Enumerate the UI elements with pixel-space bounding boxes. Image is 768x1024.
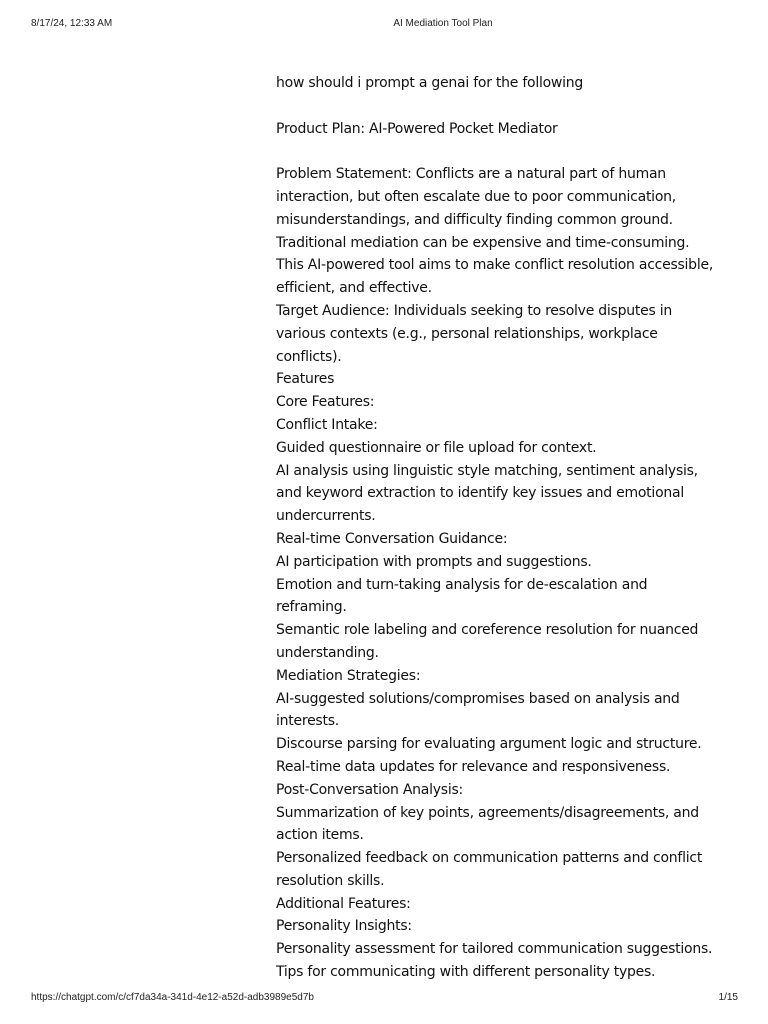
message-line: Personality Insights:	[276, 918, 412, 935]
message-line: Target Audience: Individuals seeking to resolve disputes in various contexts (e.g., personal relationships, workplace conflicts).	[276, 302, 672, 365]
message-line: Real-time data updates for relevance and responsiveness.	[276, 758, 671, 775]
user-message	[276, 72, 716, 984]
message-line: Conflict Intake:	[276, 416, 378, 433]
message-line: Semantic role labeling and coreference resolution for nuanced understanding.	[276, 622, 699, 661]
message-line: Emotion and turn-taking analysis for de-escalation and reframing.	[276, 576, 648, 616]
message-line: Mediation Strategies:	[276, 667, 421, 684]
message-line: Features	[276, 371, 335, 388]
document-title: AI Mediation Tool Plan	[393, 18, 493, 29]
print-header	[0, 18, 768, 34]
message-line: Guided questionnaire or file upload for context.	[276, 439, 597, 456]
message-line: AI analysis using linguistic style matching, sentiment analysis, and keyword extraction to identify key issues and emotional undercurrents.	[276, 462, 698, 525]
message-line: Post-Conversation Analysis:	[276, 781, 464, 798]
paragraph-gap	[276, 140, 716, 163]
message-line: Problem Statement: Conflicts are a natural part of human interaction, but often escalate due to poor communication, misunderstandings, and difficulty finding common ground. Traditional mediation can be expensive and time-consuming. This AI-powered tool aims to make conflict resolution accessible, efficient, and effective.	[276, 166, 714, 297]
message-line: Personalized feedback on communication patterns and conflict resolution skills.	[276, 850, 703, 889]
message-line: AI participation with prompts and suggestions.	[276, 553, 592, 570]
message-line: Tips for communicating with different personality types.	[276, 964, 656, 981]
paragraph-gap	[276, 95, 716, 118]
message-line: Summarization of key points, agreements/disagreements, and action items.	[276, 804, 699, 844]
message-question: how should i prompt a genai for the following	[276, 75, 584, 91]
print-datetime: 8/17/24, 12:33 AM	[31, 18, 113, 29]
page-url: https://chatgpt.com/c/cf7da34a-341d-4e12-a52d-adb3989e5d7b	[31, 992, 314, 1003]
message-line: Core Features:	[276, 394, 375, 411]
plan-title: Product Plan: AI-Powered Pocket Mediator	[276, 120, 558, 137]
message-line: AI-suggested solutions/compromises based on analysis and interests.	[276, 690, 680, 730]
print-footer	[0, 992, 768, 1008]
page-number: 1/15	[718, 992, 738, 1003]
message-line: Real-time Conversation Guidance:	[276, 530, 508, 547]
message-line: Discourse parsing for evaluating argument logic and structure.	[276, 736, 702, 753]
message-line: Personality assessment for tailored communication suggestions.	[276, 941, 713, 958]
message-line: Additional Features:	[276, 895, 411, 912]
